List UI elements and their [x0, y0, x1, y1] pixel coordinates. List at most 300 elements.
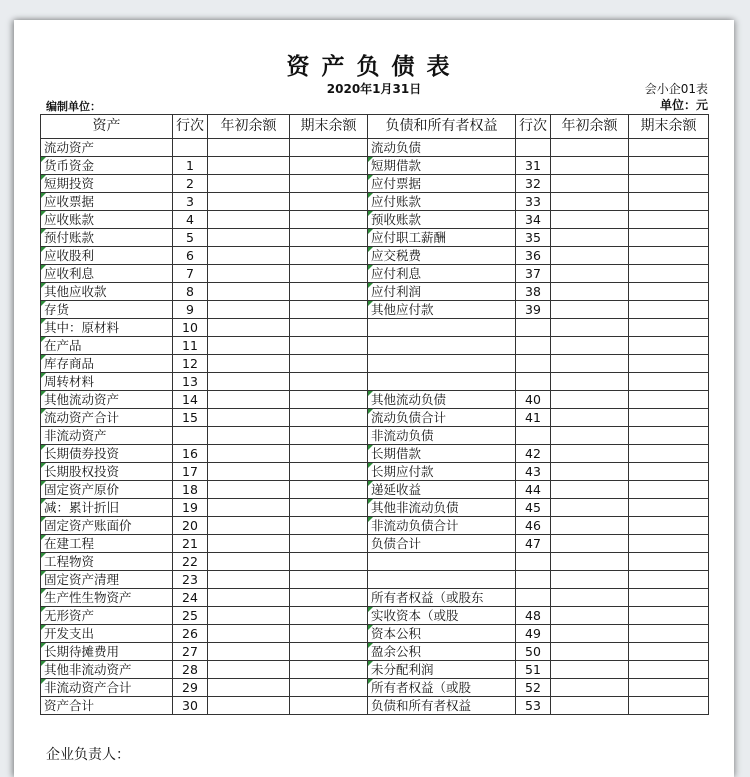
liability-name-cell: 资本公积: [368, 625, 516, 643]
asset-name-cell: 应收股利: [41, 247, 173, 265]
liability-line-no-cell: [516, 355, 551, 373]
asset-opening-balance-cell[interactable]: [208, 211, 290, 229]
asset-opening-balance-cell[interactable]: [208, 409, 290, 427]
asset-line-no-cell: 25: [173, 607, 208, 625]
asset-closing-balance-cell[interactable]: [290, 229, 368, 247]
liability-closing-balance-cell[interactable]: [629, 463, 709, 481]
liability-opening-balance-cell[interactable]: [551, 373, 629, 391]
liability-line-no-cell: [516, 319, 551, 337]
asset-name-cell: 应收票据: [41, 193, 173, 211]
liability-opening-balance-cell[interactable]: [551, 571, 629, 589]
liability-closing-balance-cell[interactable]: [629, 535, 709, 553]
asset-closing-balance-cell[interactable]: [290, 445, 368, 463]
liability-opening-balance-cell[interactable]: [551, 139, 629, 157]
liability-opening-balance-cell[interactable]: [551, 625, 629, 643]
liability-name-cell: 其他流动负债: [368, 391, 516, 409]
asset-closing-balance-cell[interactable]: [290, 319, 368, 337]
table-row: [41, 301, 709, 319]
table-row: [41, 229, 709, 247]
liability-closing-balance-cell[interactable]: [629, 247, 709, 265]
asset-name-cell: 库存商品: [41, 355, 173, 373]
liability-closing-balance-cell[interactable]: [629, 229, 709, 247]
liability-line-no-cell: 32: [516, 175, 551, 193]
asset-line-no-cell: 5: [173, 229, 208, 247]
liability-name-cell: 所有者权益（或股东: [368, 589, 516, 607]
asset-name-cell: 长期债券投资: [41, 445, 173, 463]
liability-name-cell: 应付账款: [368, 193, 516, 211]
liability-name-cell: 非流动负债: [368, 427, 516, 445]
asset-closing-balance-cell[interactable]: [290, 211, 368, 229]
asset-line-no-cell: 11: [173, 337, 208, 355]
asset-line-no-cell: 6: [173, 247, 208, 265]
liability-opening-balance-cell[interactable]: [551, 481, 629, 499]
asset-line-no-cell: 4: [173, 211, 208, 229]
header-line-no: 行次: [173, 115, 208, 139]
asset-name-cell: 固定资产清理: [41, 571, 173, 589]
asset-line-no-cell: 7: [173, 265, 208, 283]
asset-name-cell: 存货: [41, 301, 173, 319]
table-row: [41, 319, 709, 337]
asset-opening-balance-cell[interactable]: [208, 319, 290, 337]
liability-name-cell: 流动负债: [368, 139, 516, 157]
liability-line-no-cell: 33: [516, 193, 551, 211]
table-row: [41, 499, 709, 517]
liability-line-no-cell: 48: [516, 607, 551, 625]
liability-name-cell: 递延收益: [368, 481, 516, 499]
liability-opening-balance-cell[interactable]: [551, 355, 629, 373]
asset-line-no-cell: 1: [173, 157, 208, 175]
liability-closing-balance-cell[interactable]: [629, 337, 709, 355]
liability-line-no-cell: 38: [516, 283, 551, 301]
asset-name-cell: 工程物资: [41, 553, 173, 571]
asset-opening-balance-cell[interactable]: [208, 535, 290, 553]
table-row: [41, 625, 709, 643]
asset-line-no-cell: 13: [173, 373, 208, 391]
asset-closing-balance-cell[interactable]: [290, 175, 368, 193]
liability-opening-balance-cell[interactable]: [551, 211, 629, 229]
asset-opening-balance-cell[interactable]: [208, 481, 290, 499]
liability-name-cell: 未分配利润: [368, 661, 516, 679]
table-row: [41, 175, 709, 193]
table-row: [41, 355, 709, 373]
balance-sheet-page: [14, 20, 734, 777]
table-header-row: [41, 115, 709, 139]
asset-line-no-cell: 9: [173, 301, 208, 319]
asset-closing-balance-cell[interactable]: [290, 337, 368, 355]
asset-name-cell: 长期待摊费用: [41, 643, 173, 661]
liability-name-cell: 负债和所有者权益: [368, 697, 516, 715]
liability-closing-balance-cell[interactable]: [629, 409, 709, 427]
asset-line-no-cell: 23: [173, 571, 208, 589]
liability-closing-balance-cell[interactable]: [629, 625, 709, 643]
asset-name-cell: 在产品: [41, 337, 173, 355]
asset-opening-balance-cell[interactable]: [208, 247, 290, 265]
asset-opening-balance-cell[interactable]: [208, 499, 290, 517]
asset-line-no-cell: [173, 427, 208, 445]
asset-line-no-cell: 8: [173, 283, 208, 301]
liability-closing-balance-cell[interactable]: [629, 283, 709, 301]
asset-closing-balance-cell[interactable]: [290, 589, 368, 607]
liability-closing-balance-cell[interactable]: [629, 211, 709, 229]
liability-opening-balance-cell[interactable]: [551, 607, 629, 625]
asset-line-no-cell: 3: [173, 193, 208, 211]
asset-closing-balance-cell[interactable]: [290, 625, 368, 643]
asset-closing-balance-cell[interactable]: [290, 265, 368, 283]
asset-opening-balance-cell[interactable]: [208, 643, 290, 661]
asset-closing-balance-cell[interactable]: [290, 373, 368, 391]
asset-line-no-cell: 16: [173, 445, 208, 463]
table-row: [41, 643, 709, 661]
asset-opening-balance-cell[interactable]: [208, 265, 290, 283]
liability-opening-balance-cell[interactable]: [551, 175, 629, 193]
balance-sheet-table: [40, 114, 709, 715]
liability-name-cell: 预收账款: [368, 211, 516, 229]
table-row: [41, 373, 709, 391]
asset-opening-balance-cell[interactable]: [208, 427, 290, 445]
table-row: [41, 463, 709, 481]
header-liabilities-equity: 负债和所有者权益: [368, 115, 516, 139]
liability-opening-balance-cell[interactable]: [551, 679, 629, 697]
liability-opening-balance-cell[interactable]: [551, 319, 629, 337]
asset-closing-balance-cell[interactable]: [290, 409, 368, 427]
liability-line-no-cell: [516, 553, 551, 571]
asset-line-no-cell: 12: [173, 355, 208, 373]
document-title: 资产负债表: [286, 54, 462, 80]
liability-line-no-cell: 41: [516, 409, 551, 427]
liability-closing-balance-cell[interactable]: [629, 301, 709, 319]
asset-closing-balance-cell[interactable]: [290, 679, 368, 697]
asset-opening-balance-cell[interactable]: [208, 679, 290, 697]
asset-closing-balance-cell[interactable]: [290, 499, 368, 517]
asset-closing-balance-cell[interactable]: [290, 355, 368, 373]
liability-name-cell: 应付利润: [368, 283, 516, 301]
asset-opening-balance-cell[interactable]: [208, 157, 290, 175]
liability-closing-balance-cell[interactable]: [629, 265, 709, 283]
liability-line-no-cell: [516, 571, 551, 589]
asset-closing-balance-cell[interactable]: [290, 463, 368, 481]
asset-closing-balance-cell[interactable]: [290, 427, 368, 445]
asset-name-cell: 其他应收款: [41, 283, 173, 301]
asset-line-no-cell: 18: [173, 481, 208, 499]
table-row: [41, 193, 709, 211]
asset-opening-balance-cell[interactable]: [208, 355, 290, 373]
asset-line-no-cell: 21: [173, 535, 208, 553]
liability-name-cell: [368, 553, 516, 571]
asset-opening-balance-cell[interactable]: [208, 175, 290, 193]
liability-closing-balance-cell[interactable]: [629, 661, 709, 679]
asset-name-cell: 在建工程: [41, 535, 173, 553]
liability-opening-balance-cell[interactable]: [551, 301, 629, 319]
preparer-label: 编制单位：: [46, 100, 101, 113]
asset-opening-balance-cell[interactable]: [208, 589, 290, 607]
asset-opening-balance-cell[interactable]: [208, 139, 290, 157]
liability-name-cell: 盈余公积: [368, 643, 516, 661]
liability-opening-balance-cell[interactable]: [551, 643, 629, 661]
liability-name-cell: 其他非流动负债: [368, 499, 516, 517]
header-opening-balance: 年初余额: [551, 115, 629, 139]
liability-name-cell: 负债合计: [368, 535, 516, 553]
liability-name-cell: 其他应付款: [368, 301, 516, 319]
liability-opening-balance-cell[interactable]: [551, 337, 629, 355]
table-row: [41, 409, 709, 427]
liability-line-no-cell: [516, 337, 551, 355]
asset-closing-balance-cell[interactable]: [290, 517, 368, 535]
liability-name-cell: 长期应付款: [368, 463, 516, 481]
liability-line-no-cell: 50: [516, 643, 551, 661]
liability-name-cell: [368, 355, 516, 373]
liability-closing-balance-cell[interactable]: [629, 571, 709, 589]
liability-opening-balance-cell[interactable]: [551, 157, 629, 175]
asset-closing-balance-cell[interactable]: [290, 697, 368, 715]
liability-line-no-cell: 51: [516, 661, 551, 679]
asset-name-cell: 生产性生物资产: [41, 589, 173, 607]
table-row: [41, 211, 709, 229]
asset-opening-balance-cell[interactable]: [208, 301, 290, 319]
liability-opening-balance-cell[interactable]: [551, 427, 629, 445]
asset-opening-balance-cell[interactable]: [208, 607, 290, 625]
table-row: [41, 391, 709, 409]
liability-closing-balance-cell[interactable]: [629, 499, 709, 517]
liability-opening-balance-cell[interactable]: [551, 391, 629, 409]
asset-opening-balance-cell[interactable]: [208, 373, 290, 391]
liability-name-cell: 所有者权益（或股: [368, 679, 516, 697]
asset-line-no-cell: 29: [173, 679, 208, 697]
header-assets: 资产: [41, 115, 173, 139]
asset-line-no-cell: 10: [173, 319, 208, 337]
liability-closing-balance-cell[interactable]: [629, 319, 709, 337]
asset-opening-balance-cell[interactable]: [208, 391, 290, 409]
asset-closing-balance-cell[interactable]: [290, 391, 368, 409]
liability-line-no-cell: 43: [516, 463, 551, 481]
liability-line-no-cell: 31: [516, 157, 551, 175]
asset-line-no-cell: 27: [173, 643, 208, 661]
table-row: [41, 427, 709, 445]
liability-name-cell: 非流动负债合计: [368, 517, 516, 535]
table-row: [41, 283, 709, 301]
asset-closing-balance-cell[interactable]: [290, 193, 368, 211]
asset-closing-balance-cell[interactable]: [290, 139, 368, 157]
asset-closing-balance-cell[interactable]: [290, 301, 368, 319]
asset-closing-balance-cell[interactable]: [290, 607, 368, 625]
asset-name-cell: 资产合计: [41, 697, 173, 715]
footer-signature-label: 企业负责人：: [46, 747, 130, 763]
liability-closing-balance-cell[interactable]: [629, 643, 709, 661]
liability-name-cell: 长期借款: [368, 445, 516, 463]
asset-closing-balance-cell[interactable]: [290, 643, 368, 661]
liability-name-cell: 应付利息: [368, 265, 516, 283]
liability-opening-balance-cell[interactable]: [551, 553, 629, 571]
liability-opening-balance-cell[interactable]: [551, 499, 629, 517]
liability-line-no-cell: 52: [516, 679, 551, 697]
liability-line-no-cell: [516, 139, 551, 157]
asset-name-cell: 非流动资产合计: [41, 679, 173, 697]
liability-opening-balance-cell[interactable]: [551, 193, 629, 211]
asset-line-no-cell: 2: [173, 175, 208, 193]
table-row: [41, 157, 709, 175]
asset-name-cell: 其他非流动资产: [41, 661, 173, 679]
liability-closing-balance-cell[interactable]: [629, 517, 709, 535]
table-row: [41, 607, 709, 625]
liability-closing-balance-cell[interactable]: [629, 391, 709, 409]
liability-closing-balance-cell[interactable]: [629, 589, 709, 607]
liability-closing-balance-cell[interactable]: [629, 481, 709, 499]
asset-opening-balance-cell[interactable]: [208, 625, 290, 643]
asset-opening-balance-cell[interactable]: [208, 283, 290, 301]
liability-name-cell: 短期借款: [368, 157, 516, 175]
asset-name-cell: 开发支出: [41, 625, 173, 643]
asset-name-cell: 固定资产原价: [41, 481, 173, 499]
liability-opening-balance-cell[interactable]: [551, 265, 629, 283]
asset-opening-balance-cell[interactable]: [208, 445, 290, 463]
liability-opening-balance-cell[interactable]: [551, 229, 629, 247]
liability-line-no-cell: 35: [516, 229, 551, 247]
liability-closing-balance-cell[interactable]: [629, 553, 709, 571]
liability-opening-balance-cell[interactable]: [551, 589, 629, 607]
liability-line-no-cell: 36: [516, 247, 551, 265]
asset-line-no-cell: 22: [173, 553, 208, 571]
asset-name-cell: 长期股权投资: [41, 463, 173, 481]
liability-line-no-cell: 46: [516, 517, 551, 535]
asset-opening-balance-cell[interactable]: [208, 553, 290, 571]
asset-name-cell: 固定资产账面价: [41, 517, 173, 535]
asset-closing-balance-cell[interactable]: [290, 247, 368, 265]
liability-line-no-cell: 42: [516, 445, 551, 463]
asset-line-no-cell: 19: [173, 499, 208, 517]
table-row: [41, 589, 709, 607]
asset-name-cell: 应收账款: [41, 211, 173, 229]
asset-name-cell: 预付账款: [41, 229, 173, 247]
asset-line-no-cell: 26: [173, 625, 208, 643]
table-row: [41, 553, 709, 571]
liability-opening-balance-cell[interactable]: [551, 517, 629, 535]
asset-opening-balance-cell[interactable]: [208, 463, 290, 481]
asset-name-cell: 应收利息: [41, 265, 173, 283]
table-row: [41, 445, 709, 463]
liability-line-no-cell: [516, 589, 551, 607]
asset-closing-balance-cell[interactable]: [290, 535, 368, 553]
liability-opening-balance-cell[interactable]: [551, 409, 629, 427]
asset-opening-balance-cell[interactable]: [208, 337, 290, 355]
liability-name-cell: [368, 571, 516, 589]
header-closing-balance: 期末余额: [629, 115, 709, 139]
asset-opening-balance-cell[interactable]: [208, 571, 290, 589]
liability-opening-balance-cell[interactable]: [551, 247, 629, 265]
asset-name-cell: 非流动资产: [41, 427, 173, 445]
liability-closing-balance-cell[interactable]: [629, 355, 709, 373]
liability-name-cell: 应付职工薪酬: [368, 229, 516, 247]
asset-name-cell: 货币资金: [41, 157, 173, 175]
asset-opening-balance-cell[interactable]: [208, 517, 290, 535]
asset-line-no-cell: [173, 139, 208, 157]
table-body: [41, 139, 709, 715]
header-opening-balance: 年初余额: [208, 115, 290, 139]
liability-line-no-cell: 37: [516, 265, 551, 283]
report-date: 2020年1月31日: [326, 82, 422, 96]
liability-line-no-cell: [516, 427, 551, 445]
asset-name-cell: 周转材料: [41, 373, 173, 391]
asset-line-no-cell: 20: [173, 517, 208, 535]
asset-name-cell: 短期投资: [41, 175, 173, 193]
table-row: [41, 661, 709, 679]
asset-opening-balance-cell[interactable]: [208, 697, 290, 715]
table-row: [41, 481, 709, 499]
liability-line-no-cell: 53: [516, 697, 551, 715]
liability-opening-balance-cell[interactable]: [551, 661, 629, 679]
liability-line-no-cell: 45: [516, 499, 551, 517]
header-line-no: 行次: [516, 115, 551, 139]
table-row: [41, 337, 709, 355]
asset-closing-balance-cell[interactable]: [290, 157, 368, 175]
liability-name-cell: 实收资本（或股: [368, 607, 516, 625]
asset-name-cell: 减：累计折旧: [41, 499, 173, 517]
liability-opening-balance-cell[interactable]: [551, 283, 629, 301]
liability-line-no-cell: 47: [516, 535, 551, 553]
table-row: [41, 571, 709, 589]
liability-closing-balance-cell[interactable]: [629, 157, 709, 175]
liability-closing-balance-cell[interactable]: [629, 607, 709, 625]
liability-closing-balance-cell[interactable]: [629, 193, 709, 211]
liability-name-cell: [368, 319, 516, 337]
table-row: [41, 139, 709, 157]
asset-line-no-cell: 15: [173, 409, 208, 427]
asset-line-no-cell: 14: [173, 391, 208, 409]
liability-closing-balance-cell[interactable]: [629, 373, 709, 391]
asset-closing-balance-cell[interactable]: [290, 571, 368, 589]
asset-line-no-cell: 30: [173, 697, 208, 715]
asset-opening-balance-cell[interactable]: [208, 229, 290, 247]
liability-closing-balance-cell[interactable]: [629, 697, 709, 715]
asset-line-no-cell: 28: [173, 661, 208, 679]
table-row: [41, 265, 709, 283]
liability-line-no-cell: 34: [516, 211, 551, 229]
asset-name-cell: 无形资产: [41, 607, 173, 625]
asset-closing-balance-cell[interactable]: [290, 661, 368, 679]
asset-name-cell: 流动资产合计: [41, 409, 173, 427]
liability-closing-balance-cell[interactable]: [629, 679, 709, 697]
liability-opening-balance-cell[interactable]: [551, 535, 629, 553]
liability-opening-balance-cell[interactable]: [551, 697, 629, 715]
currency-unit: 单位：元: [659, 98, 708, 112]
asset-name-cell: 其中：原材料: [41, 319, 173, 337]
liability-line-no-cell: 39: [516, 301, 551, 319]
liability-opening-balance-cell[interactable]: [551, 463, 629, 481]
table-row: [41, 517, 709, 535]
asset-closing-balance-cell[interactable]: [290, 481, 368, 499]
asset-opening-balance-cell[interactable]: [208, 193, 290, 211]
liability-closing-balance-cell[interactable]: [629, 427, 709, 445]
liability-name-cell: 应交税费: [368, 247, 516, 265]
liability-opening-balance-cell[interactable]: [551, 445, 629, 463]
table-row: [41, 697, 709, 715]
asset-line-no-cell: 24: [173, 589, 208, 607]
liability-line-no-cell: 49: [516, 625, 551, 643]
asset-name-cell: 其他流动资产: [41, 391, 173, 409]
asset-closing-balance-cell[interactable]: [290, 283, 368, 301]
liability-name-cell: 流动负债合计: [368, 409, 516, 427]
asset-opening-balance-cell[interactable]: [208, 661, 290, 679]
asset-line-no-cell: 17: [173, 463, 208, 481]
liability-closing-balance-cell[interactable]: [629, 175, 709, 193]
liability-closing-balance-cell[interactable]: [629, 139, 709, 157]
liability-closing-balance-cell[interactable]: [629, 445, 709, 463]
asset-closing-balance-cell[interactable]: [290, 553, 368, 571]
asset-name-cell: 流动资产: [41, 139, 173, 157]
liability-line-no-cell: 44: [516, 481, 551, 499]
table-row: [41, 247, 709, 265]
liability-name-cell: [368, 337, 516, 355]
table-row: [41, 679, 709, 697]
liability-line-no-cell: 40: [516, 391, 551, 409]
